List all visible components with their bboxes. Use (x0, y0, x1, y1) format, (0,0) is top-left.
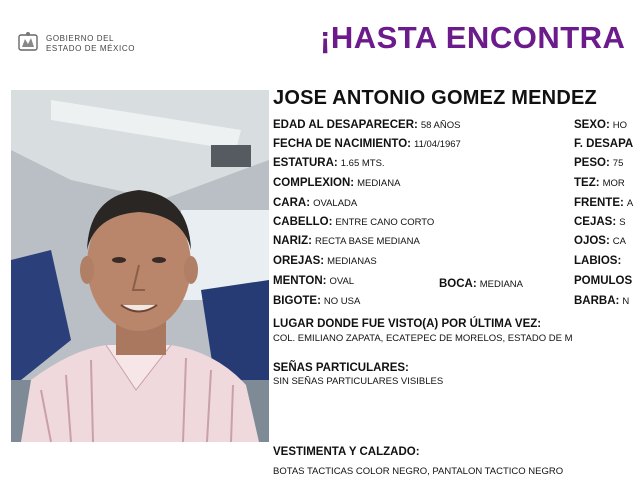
field-label: BOCA: (439, 278, 477, 290)
field-value: 1.65 MTS. (340, 158, 385, 169)
field-barba (574, 295, 629, 307)
field-tez (574, 177, 625, 189)
marks-label: SEÑAS PARTICULARES: (273, 362, 409, 374)
logo-line-2: ESTADO DE MÉXICO (46, 44, 136, 53)
field-value: MEDIANA (479, 279, 523, 290)
field-label: EDAD AL DESAPARECER: (273, 119, 418, 131)
field-label: NARIZ: (273, 235, 312, 247)
person-photo (11, 90, 269, 442)
field-value: MEDIANA (357, 178, 401, 189)
field-label: CABELLO: (273, 216, 333, 228)
field-label: CARA: (273, 197, 311, 209)
field-cejas (574, 216, 626, 228)
banner-title: ¡HASTA ENCONTRA (320, 20, 626, 55)
clothing-value: BOTAS TACTICAS COLOR NEGRO, PANTALON TACTICO NEGRO (273, 466, 564, 477)
field-value: NO USA (323, 296, 361, 307)
field-cara (273, 197, 357, 209)
person-name: JOSE ANTONIO GOMEZ MENDEZ (273, 87, 597, 109)
field-value: OVALADA (313, 198, 358, 209)
field-value: A (626, 198, 634, 209)
field-value: ENTRE CANO CORTO (335, 217, 435, 228)
field-label: POMULOS (574, 275, 633, 287)
field-orejas (273, 255, 377, 267)
field-label: FECHA DE NACIMIENTO: (273, 138, 411, 150)
field-label: LABIOS: (574, 255, 622, 267)
field-label: PESO: (574, 157, 610, 169)
marks-value: SIN SEÑAS PARTICULARES VISIBLES (273, 376, 444, 387)
field-peso (574, 157, 623, 169)
field-label: TEZ: (574, 177, 600, 189)
field-boca (439, 278, 523, 290)
field-estatura (273, 157, 385, 169)
field-label: OJOS: (574, 235, 610, 247)
field-ojos (574, 235, 626, 247)
last-seen-value: COL. EMILIANO ZAPATA, ECATEPEC DE MORELOS, ESTADO DE M (273, 333, 573, 344)
field-label: CEJAS: (574, 216, 617, 228)
field-labios (574, 255, 624, 267)
field-value: N (622, 296, 630, 307)
field-menton (273, 275, 354, 287)
photo-illustration (11, 90, 269, 442)
government-logo (16, 30, 146, 56)
field-value: RECTA BASE MEDIANA (314, 236, 420, 247)
field-value: MOR (602, 178, 625, 189)
field-value: OVAL (329, 276, 355, 287)
field-label: F. DESAPA (574, 138, 634, 150)
field-label: BARBA: (574, 295, 620, 307)
field-bigote (273, 295, 360, 307)
field-label: MENTON: (273, 275, 327, 287)
field-nariz (273, 235, 420, 247)
field-value: CA (612, 236, 626, 247)
field-value: HO (612, 120, 628, 131)
field-frente (574, 197, 633, 209)
field-complexion (273, 177, 400, 189)
field-sexo (574, 119, 627, 131)
logo-line-1: GOBIERNO DEL (46, 34, 115, 43)
field-label: COMPLEXION: (273, 177, 355, 189)
field-value: 11/04/1967 (414, 139, 461, 150)
field-fecha-nacimiento (273, 138, 461, 150)
last-seen-label: LUGAR DONDE FUE VISTO(A) POR ÚLTIMA VEZ: (273, 318, 542, 330)
field-label: ESTATURA: (273, 157, 338, 169)
field-fecha-desaparicion (574, 138, 636, 150)
field-label: SEXO: (574, 119, 610, 131)
field-label: OREJAS: (273, 255, 325, 267)
field-label: FRENTE: (574, 197, 624, 209)
field-value: 75 (612, 158, 624, 169)
field-value: 58 AÑOS (420, 120, 461, 131)
state-seal-icon (16, 30, 40, 54)
field-value: S (619, 217, 626, 228)
field-pomulos (574, 275, 635, 287)
field-edad (273, 119, 460, 131)
field-value: MEDIANAS (327, 256, 377, 267)
field-cabello (273, 216, 434, 228)
clothing-label: VESTIMENTA Y CALZADO: (273, 446, 420, 458)
field-label: BIGOTE: (273, 295, 321, 307)
